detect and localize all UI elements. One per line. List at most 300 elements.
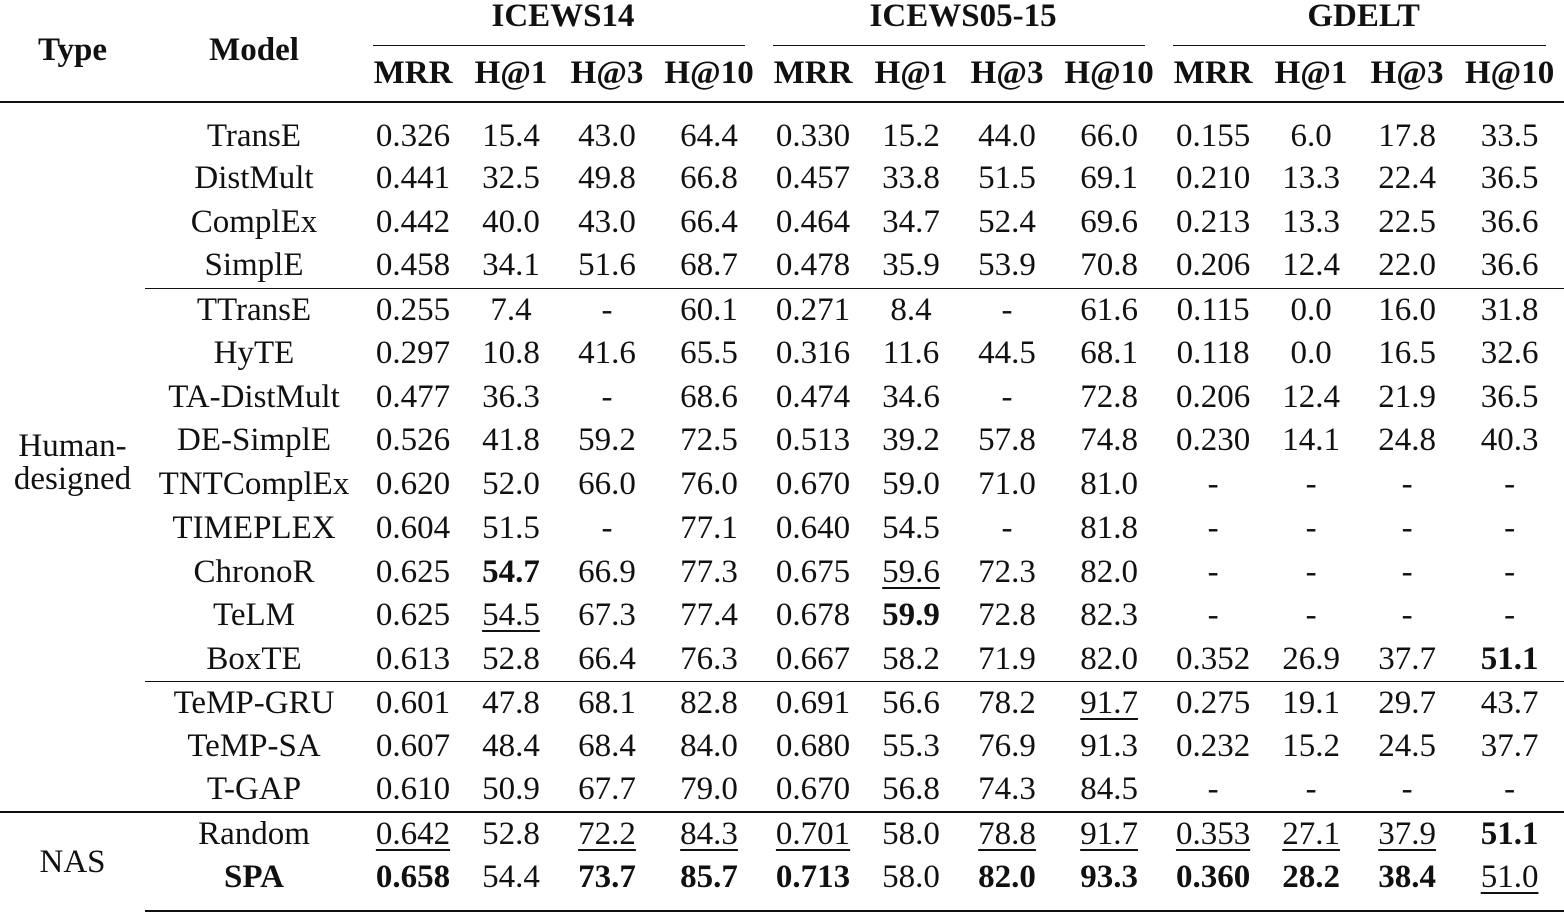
metric-value-cell [1359,681,1455,725]
metric-value-cell [863,812,959,856]
metric-value-cell [463,638,559,682]
metric-value-cell [1163,375,1263,419]
metric-value: 0.607 [375,728,451,765]
group-header-icews14 [363,0,763,46]
metric-value: 31.8 [1480,291,1539,328]
metric-value-cell [959,288,1055,332]
metric-value-cell [1263,856,1359,911]
metric-value-cell [1263,419,1359,463]
metric-value: 0.675 [775,553,851,590]
metric-header: MRR [763,46,863,102]
metric-value-cell [1263,725,1359,769]
metric-value: 13.3 [1282,204,1340,241]
metric-value-cell [959,332,1055,376]
metric-value: - [1504,466,1516,503]
metric-value-cell [959,375,1055,419]
metric-value-cell [763,332,863,376]
model-name-cell: TeLM [212,597,295,634]
metric-value: 7.4 [490,291,532,328]
metric-value: 14.1 [1282,422,1340,459]
metric-value: 64.4 [680,117,738,154]
metric-value: - [1504,771,1516,808]
metric-value: 16.5 [1378,335,1436,372]
metric-value-cell [463,102,559,157]
metric-value-cell [1455,332,1564,376]
metric-value-cell [863,102,959,157]
model-name-cell: TTransE [145,288,363,332]
metric-value: - [1305,771,1317,808]
metric-value-cell [1055,769,1163,813]
metric-value-cell [763,201,863,245]
metric-value: - [1207,771,1219,808]
metric-value-cell [655,244,763,288]
metric-value-cell [959,594,1055,638]
metric-value-cell [1455,375,1564,419]
metric-value: 6.0 [1290,117,1332,154]
type-label-line: Human- [18,428,127,465]
metric-value: 0.255 [375,291,451,328]
metric-value-cell [1359,157,1455,201]
metric-value-cell [1359,550,1455,594]
metric-value: 11.6 [882,335,940,372]
metric-value-cell [1455,681,1564,725]
metric-value-cell [863,856,959,911]
metric-value-cell [1455,201,1564,245]
metric-value-cell [463,856,559,911]
metric-value: 91.7 [1080,684,1138,721]
table-row [0,102,1564,157]
table-row [0,201,1564,245]
metric-value: 76.9 [978,728,1036,765]
metric-value: 59.2 [578,422,636,459]
metric-value: 66.4 [578,640,636,677]
metric-value-cell [1455,463,1564,507]
group-header-icews05-15 [763,0,1163,46]
metric-value: 84.5 [1080,771,1138,808]
metric-value: 37.7 [1378,640,1436,677]
metric-value-cell [559,419,655,463]
metric-value: 34.7 [882,204,940,241]
metric-value: 33.5 [1480,117,1539,154]
metric-value-cell [1163,201,1263,245]
metric-value-cell [863,681,959,725]
metric-value: 81.8 [1080,509,1138,546]
metric-value-cell [559,856,655,911]
metric-value-cell [1359,507,1455,551]
metric-value: 0.297 [375,335,451,372]
metric-value: 0.601 [375,684,451,721]
metric-value: - [601,509,613,546]
metric-value-cell [959,725,1055,769]
metric-value: 0.210 [1175,160,1251,197]
metric-value-cell [763,102,863,157]
metric-value-cell [463,375,559,419]
metric-value: 35.9 [882,247,940,284]
metric-value-cell [1359,812,1455,856]
metric-value: - [1305,466,1317,503]
metric-value: 51.5 [482,509,540,546]
table-row [0,244,1564,288]
model-name-cell: T-GAP [206,771,302,808]
metric-value: - [1305,553,1317,590]
metric-value: 0.642 [375,816,451,853]
header-group-row [0,0,1564,46]
metric-value-cell [363,812,463,856]
metric-value: 37.7 [1480,728,1539,765]
metric-value: 65.5 [680,335,738,372]
metric-value: 58.0 [882,816,940,853]
metric-value-cell [763,463,863,507]
metric-value: 8.4 [890,291,932,328]
metric-value: 0.206 [1175,247,1251,284]
metric-value: 36.6 [1480,204,1539,241]
metric-value-cell [559,681,655,725]
metric-value: 67.3 [578,597,636,634]
metric-value: 74.3 [978,771,1036,808]
metric-value: - [1305,597,1317,634]
metric-value: 71.9 [978,640,1036,677]
metric-value: 34.1 [482,247,540,284]
metric-value: 33.8 [882,160,940,197]
metric-header: H@10 [655,46,763,102]
metric-value-cell [463,332,559,376]
metric-value-cell [1163,332,1263,376]
metric-value-cell [363,102,463,157]
metric-value: 0.115 [1176,291,1250,328]
metric-value: 29.7 [1378,684,1436,721]
table-row [0,157,1564,201]
metric-value: 0.0 [1290,291,1332,328]
metric-value-cell [763,769,863,813]
metric-value-cell [1359,725,1455,769]
metric-value-cell [463,507,559,551]
metric-value: 36.3 [482,378,540,415]
metric-value-cell [655,201,763,245]
type-label-line: designed [13,461,132,498]
metric-value-cell [1163,102,1263,157]
metric-value-cell [363,725,463,769]
metric-value: 22.0 [1378,247,1436,284]
metric-value-cell [959,550,1055,594]
metric-value: 91.7 [1080,816,1138,853]
metric-value-cell [1055,463,1163,507]
metric-value: 77.3 [680,553,738,590]
metric-value: 0.691 [775,684,851,721]
model-name-cell: TransE [206,117,302,154]
metric-value-cell [655,594,763,638]
metric-value-cell [1163,725,1263,769]
metric-value: 58.0 [882,858,940,895]
metric-value: 81.0 [1080,466,1138,503]
metric-value-cell [1163,288,1263,332]
metric-value: 43.0 [578,204,636,241]
metric-value: - [1504,509,1516,546]
metric-value-cell [1055,332,1163,376]
model-name-cell: SimplE [204,247,304,284]
metric-header: H@3 [559,46,655,102]
metric-value: 41.8 [482,422,540,459]
model-name-cell: TA-DistMult [168,378,340,415]
metric-value-cell [959,769,1055,813]
metric-value: 40.3 [1480,422,1539,459]
metric-value: 82.8 [680,684,738,721]
metric-value: 44.0 [978,117,1036,154]
metric-value-cell [363,332,463,376]
metric-value-cell [863,375,959,419]
metric-value-cell [1263,201,1359,245]
metric-value-cell [559,375,655,419]
metric-value-cell [463,725,559,769]
metric-value-cell [559,638,655,682]
metric-header: H@1 [463,46,559,102]
metric-value: 69.1 [1080,160,1138,197]
metric-value: 0.478 [775,247,851,284]
type-cell-human-designed [0,102,145,812]
metric-value: 59.6 [882,553,940,590]
metric-value-cell [363,419,463,463]
metric-value: 66.4 [680,204,738,241]
metric-value-cell [1455,856,1564,911]
group-header-label: ICEWS14 [491,0,635,34]
metric-value: 0.213 [1175,204,1251,241]
table-row [0,812,1564,856]
metric-value-cell [1163,812,1263,856]
metric-value-cell [1263,288,1359,332]
table-row [0,856,1564,911]
metric-value-cell [959,856,1055,911]
metric-value: 0.701 [775,816,851,853]
metric-header: H@1 [1263,46,1359,102]
metric-value-cell [1359,638,1455,682]
metric-header: H@10 [1455,46,1564,102]
metric-value: - [1207,466,1219,503]
metric-value: 39.2 [882,422,940,459]
metric-value-cell [559,812,655,856]
metric-value: 54.5 [882,509,940,546]
metric-value: 0.526 [375,422,451,459]
metric-value-cell [363,681,463,725]
metric-value-cell [559,332,655,376]
metric-value-cell [1163,594,1263,638]
metric-value-cell [655,419,763,463]
metric-value: 68.1 [1080,335,1138,372]
metric-value: 66.8 [680,160,738,197]
metric-value: 0.713 [775,858,851,895]
model-name-cell: TeMP-GRU [145,681,363,725]
metric-value: 0.474 [775,378,851,415]
metric-value: 91.3 [1080,728,1138,765]
metric-value: 68.1 [578,684,636,721]
metric-value: 78.2 [978,684,1036,721]
metric-value-cell [1359,244,1455,288]
metric-value: 32.6 [1480,335,1539,372]
metric-value: 0.206 [1175,378,1251,415]
metric-value-cell [763,638,863,682]
metric-value-cell [1163,769,1263,813]
metric-value-cell [655,332,763,376]
metric-value: 0.275 [1175,684,1251,721]
metric-value-cell [559,288,655,332]
metric-value: 36.5 [1480,160,1539,197]
metric-value: 58.2 [882,640,940,677]
metric-value-cell [655,769,763,813]
metric-value: 50.9 [482,771,540,808]
metric-value-cell [1263,550,1359,594]
metric-value: 15.2 [1282,728,1340,765]
metric-value-cell [655,463,763,507]
metric-value: 0.678 [775,597,851,634]
metric-value-cell [1163,157,1263,201]
metric-value: 51.0 [1480,858,1539,895]
metric-value-cell [763,856,863,911]
metric-value-cell [463,812,559,856]
metric-value-cell [1263,769,1359,813]
metric-value-cell [463,681,559,725]
metric-value-cell [1163,681,1263,725]
metric-value: - [1401,509,1413,546]
metric-value: - [601,378,613,415]
metric-value: - [1504,597,1516,634]
metric-value: 54.4 [482,858,540,895]
metric-value: 68.7 [680,247,738,284]
metric-value: 15.4 [482,117,540,154]
metric-value: 26.9 [1282,640,1340,677]
metric-value-cell [863,463,959,507]
metric-value-cell [1163,244,1263,288]
model-name-cell: ComplEx [190,204,318,241]
metric-value-cell [1359,594,1455,638]
metric-value-cell [655,507,763,551]
metric-value-cell [1263,332,1359,376]
metric-value-cell [1455,550,1564,594]
metric-value-cell [1163,638,1263,682]
metric-value: 72.3 [978,553,1036,590]
metric-value: 47.8 [482,684,540,721]
metric-value-cell [1263,812,1359,856]
metric-value-cell [763,375,863,419]
metric-value-cell [1055,812,1163,856]
metric-value-cell [1455,725,1564,769]
metric-value: 76.0 [680,466,738,503]
metric-value: - [601,291,613,328]
metric-value-cell [559,507,655,551]
metric-value-cell [559,102,655,157]
metric-value-cell [763,244,863,288]
metric-value-cell [863,507,959,551]
model-name-cell: Random [145,812,363,856]
metric-value-cell [363,288,463,332]
metric-value-cell [655,856,763,911]
model-name-cell: HyTE [213,335,295,372]
table-row [0,507,1564,551]
table-row [0,463,1564,507]
metric-value-cell [463,288,559,332]
metric-value-cell [959,419,1055,463]
metric-value: 0.670 [775,466,851,503]
metric-value: 43.7 [1480,684,1539,721]
metric-value: 57.8 [978,422,1036,459]
metric-value-cell [559,244,655,288]
metric-value: 69.6 [1080,204,1138,241]
metric-header: H@10 [1055,46,1163,102]
metric-value-cell [959,201,1055,245]
metric-header: H@3 [959,46,1055,102]
metric-value-cell [1455,594,1564,638]
metric-value: - [1305,509,1317,546]
metric-value-cell [1055,550,1163,594]
metric-value: 67.7 [578,771,636,808]
metric-value-cell [1163,550,1263,594]
metric-value-cell [959,463,1055,507]
metric-value-cell [1455,288,1564,332]
metric-value-cell [463,244,559,288]
metric-value-cell [655,157,763,201]
metric-value: 72.5 [680,422,738,459]
metric-value-cell [1455,244,1564,288]
metric-value-cell [463,201,559,245]
metric-value-cell [363,244,463,288]
metric-value: 0.118 [1176,335,1250,372]
metric-value: - [1001,509,1013,546]
model-name-cell: BoxTE [206,640,302,677]
metric-value: 66.0 [578,466,636,503]
metric-value: 76.3 [680,640,738,677]
metric-value: 71.0 [978,466,1036,503]
metric-value: 0.667 [775,640,851,677]
metric-value-cell [363,201,463,245]
metric-value-cell [559,725,655,769]
metric-value-cell [559,594,655,638]
metric-value: - [1207,509,1219,546]
metric-value-cell [863,201,959,245]
metric-value-cell [763,288,863,332]
metric-value: 48.4 [482,728,540,765]
metric-value: 32.5 [482,160,540,197]
metric-value-cell [463,419,559,463]
metric-value: 44.5 [978,335,1036,372]
metric-value: 52.8 [482,640,540,677]
metric-value-cell [1359,375,1455,419]
table-row [0,550,1564,594]
metric-value-cell [959,102,1055,157]
metric-value-cell [1263,102,1359,157]
metric-value: 72.8 [978,597,1036,634]
table-row [0,419,1564,463]
metric-value: 78.8 [978,816,1036,853]
metric-value: 22.4 [1378,160,1436,197]
table-body [0,102,1564,911]
metric-value: 85.7 [680,858,738,895]
metric-value: 34.6 [882,378,940,415]
metric-value: 0.230 [1175,422,1251,459]
metric-value: - [1401,466,1413,503]
metric-header: MRR [363,46,463,102]
table-row [0,725,1564,769]
model-name-cell: DE-SimplE [177,422,331,459]
metric-value: 24.5 [1378,728,1436,765]
metric-value: 0.613 [375,640,451,677]
metric-value: - [1401,771,1413,808]
metric-value-cell [1055,725,1163,769]
metric-value-cell [655,725,763,769]
metric-value-cell [1163,507,1263,551]
metric-value-cell [1263,157,1359,201]
metric-value: 43.0 [578,117,636,154]
metric-value: 72.8 [1080,378,1138,415]
metric-value: 56.6 [882,684,940,721]
metric-value: 66.9 [578,553,636,590]
metric-value: 0.232 [1175,728,1251,765]
